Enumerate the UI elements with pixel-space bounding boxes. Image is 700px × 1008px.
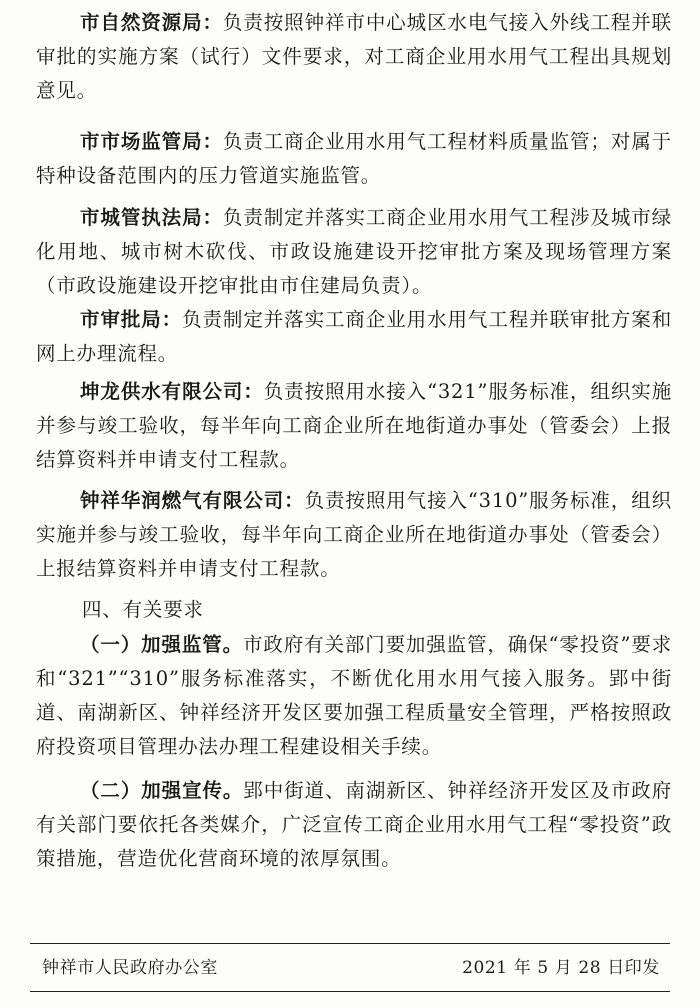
paragraph-lead: 市自然资源局： — [80, 11, 223, 34]
requirement-lead: （二）加强宣传。 — [80, 779, 244, 802]
paragraph-text: 负责按照用气接入“310”服务标准，组织实施并参与竣工验收，每半年向工商企业所在地街道办事处（管委会）上报结算资料并申请支付工程款。 — [36, 489, 672, 580]
requirement-lead: （一）加强监管。 — [80, 633, 243, 656]
paragraph-text: 负责按照用水接入“321”服务标准，组织实施并参与竣工验收，每半年向工商企业所在地街道办事处（管委会）上报结算资料并申请支付工程款。 — [36, 380, 672, 471]
section-heading: 四、有关要求 — [82, 598, 204, 621]
paragraph-gas-company — [36, 484, 672, 586]
requirement-supervision — [36, 628, 672, 764]
paragraph-lead: 坤龙供水有限公司： — [80, 380, 264, 403]
paragraph-lead: 市城管执法局： — [80, 206, 223, 229]
paragraph-lead: 市市场监管局： — [80, 130, 223, 153]
paragraph-water-company — [36, 375, 672, 477]
paragraph-lead: 钟祥华润燃气有限公司： — [80, 489, 305, 512]
requirement-text: 郢中街道、南湖新区、钟祥经济开发区及市政府有关部门要依托各类媒介，广泛宣传工商企业用水用气工程“零投资”政策措施，营造优化营商环境的浓厚氛围。 — [36, 779, 672, 870]
paragraph-text: 负责工商企业用水用气工程材料质量监管；对属于特种设备范围内的压力管道实施监管。 — [36, 130, 672, 187]
paragraph-urban-management — [36, 201, 672, 303]
footer-date: 2021 年 5 月 28 日印发 — [462, 958, 660, 978]
paragraph-lead: 市审批局： — [80, 308, 183, 331]
paragraph-market-supervision — [36, 125, 672, 193]
requirement-publicity — [36, 774, 672, 876]
paragraph-text: 负责制定并落实工商企业用水用气工程涉及城市绿化用地、城市树木砍伐、市政设施建设开挖审批方案及现场管理方案（市政设施建设开挖审批由市住建局负责）。 — [36, 206, 672, 297]
footer-issuer: 钟祥市人民政府办公室 — [42, 958, 218, 978]
requirement-text: 市政府有关部门要加强监管，确保“零投资”要求和“321”“310”服务标准落实，不断优化用水用气接入服务。郢中街道、南湖新区、钟祥经济开发区要加强工程质量安全管理，严格按照政府投资项目管理办法办理工程建设相关手续。 — [36, 633, 672, 758]
paragraph-text: 负责按照钟祥市中心城区水电气接入外线工程并联审批的实施方案（试行）文件要求，对工商企业用水用气工程出具规划意见。 — [36, 11, 672, 102]
footer-rule-bottom — [30, 991, 670, 992]
paragraph-natural-resources — [36, 6, 672, 108]
paragraph-text: 负责制定并落实工商企业用水用气工程并联审批方案和网上办理流程。 — [36, 308, 672, 365]
footer-rule-top — [30, 943, 670, 944]
paragraph-approval-bureau — [36, 303, 672, 371]
